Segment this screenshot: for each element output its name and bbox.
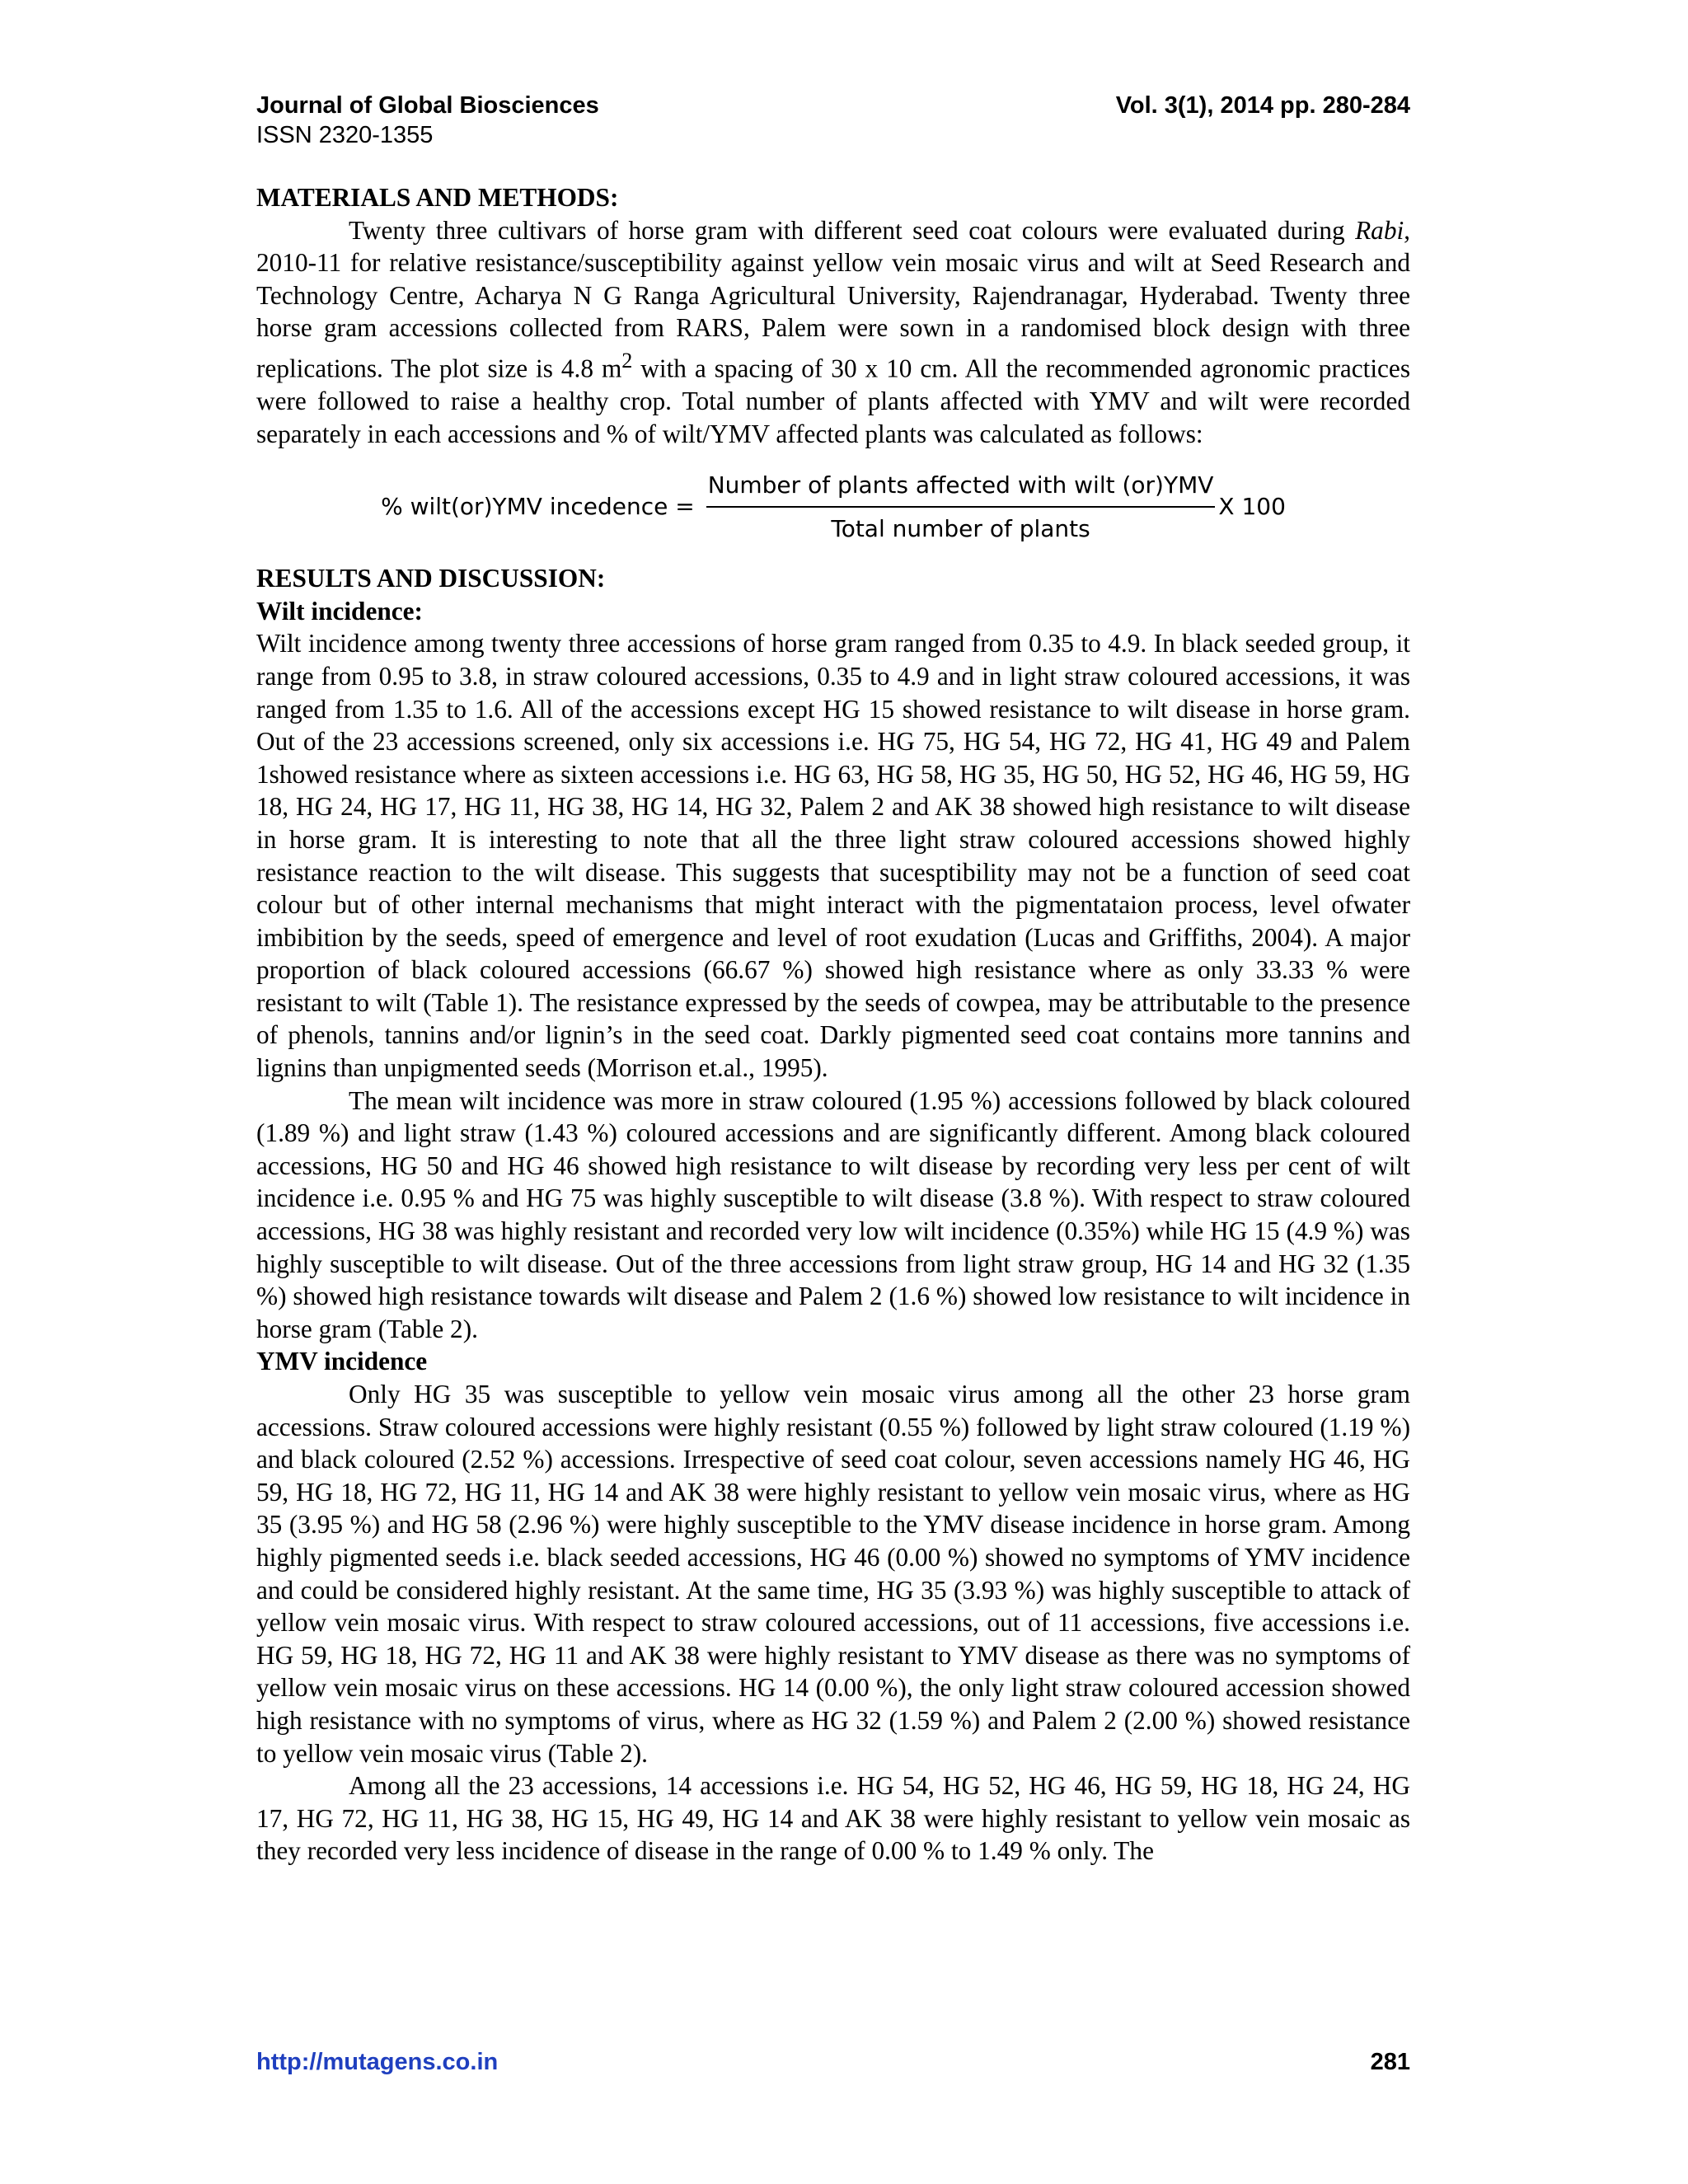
formula-multiplier: X 100	[1218, 493, 1286, 521]
results-heading: RESULTS AND DISCUSSION:	[256, 564, 606, 593]
ymv-paragraph-1: Only HG 35 was susceptible to yellow vein mosaic virus among all the other 23 horse gram accessions. Straw coloured accessions were highly resistant (0.55 %) followed by light straw coloured (1.19 %) and black coloured (2.52 %) accessions. Irrespective of seed coat colour, seven accessions namely HG 46, HG 59, HG 18, HG 72, HG 11, HG 14 and AK 38 were highly resistant to yellow vein mosaic virus, where as HG 35 (3.95 %) and HG 58 (2.96 %) were highly susceptible to the YMV disease incidence in horse gram. Among highly pigmented seeds i.e. black seeded accessions, HG 46 (0.00 %) showed no symptoms of YMV incidence and could be considered highly resistant. At the same time, HG 35 (3.93 %) was highly susceptible to attack of yellow vein mosaic virus. With respect to straw coloured accessions, out of 11 accessions, five accessions i.e. HG 59, HG 18, HG 72, HG 11 and AK 38 were highly resistant to YMV disease as there was no symptoms of yellow vein mosaic virus on these accessions. HG 14 (0.00 %), the only light straw coloured accession showed high resistance with no symptoms of virus, where as HG 32 (1.59 %) and Palem 2 (2.00 %) showed resistance to yellow vein mosaic virus (Table 2).	[256, 1380, 1410, 1768]
methods-heading: MATERIALS AND METHODS:	[256, 183, 619, 212]
formula-lhs: % wilt(or)YMV incedence =	[381, 493, 695, 521]
methods-paragraph: Twenty three cultivars of horse gram with different seed coat colours were evaluated during Rabi, 2010-11 for relative resistance/susceptibility against yellow vein mosaic virus and wilt at Seed Research and Technology Centre, Acharya N G Ranga Agricultural University, Rajendranagar, Hyderabad. Twenty three horse gram accessions collected from RARS, Palem were sown in a randomised block design with three replications. The plot size is 4.8 $m^2$ with a spacing of 30 x 10 cm. All the recommended agronomic practices were followed to raise a healthy crop. Total number of plants affected with YMV and wilt were recorded separately in each accessions and % of wilt/YMV affected plants was calculated as follows:	[256, 215, 1410, 448]
wilt-paragraph-2: The mean wilt incidence was more in straw coloured (1.95 %) accessions followed by black coloured (1.89 %) and light straw (1.43 %) coloured accessions and are significantly different. Among black coloured accessions, HG 50 and HG 46 showed high resistance to wilt disease by recording very less per cent of wilt incidence i.e. 0.95 % and HG 75 was highly susceptible to wilt disease (3.8 %). With respect to straw coloured accessions, HG 38 was highly resistant and recorded very low wilt incidence (0.35%) while HG 15 (4.9 %) was highly susceptible to wilt disease. Out of the three accessions from light straw group, HG 14 and HG 32 (1.35 %) showed high resistance towards wilt disease and Palem 2 (1.6 %) showed low resistance to wilt incidence in horse gram (Table 2).	[256, 1085, 1410, 1343]
formula-denominator: Total number of plants	[831, 515, 1090, 543]
article-body	[256, 181, 1410, 1868]
wilt-heading: Wilt incidence:	[256, 596, 423, 626]
formula-numerator: Number of plants affected with wilt (or)YMV	[706, 469, 1216, 509]
wilt-paragraph-1: Wilt incidence among twenty three accessions of horse gram ranged from 0.35 to 4.9. In black seeded group, it range from 0.95 to 3.8, in straw coloured accessions, 0.35 to 4.9 and in light straw coloured accessions, it was ranged from 1.35 to 1.6. All of the accessions except HG 15 showed resistance to wilt disease in horse gram. Out of the 23 accessions screened, only six accessions i.e. HG 75, HG 54, HG 72, HG 41, HG 49 and Palem 1showed resistance where as sixteen accessions i.e. HG 63, HG 58, HG 35, HG 50, HG 52, HG 46, HG 59, HG 18, HG 24, HG 17, HG 11, HG 38, HG 14, HG 32, Palem 2 and AK 38 showed high resistance to wilt disease in horse gram. It is interesting to note that all the three light straw coloured accessions showed highly resistance reaction to the wilt disease. This suggests that sucesptibility may not be a function of seed coat colour but of other internal mechanisms that might interact with the pigmentataion process, level ofwater imbibition by the seeds, speed of emergence and level of root exudation (Lucas and Griffiths, 2004). A major proportion of black coloured accessions (66.67 %) showed high resistance where as only 33.33 % were resistant to wilt (Table 1). The resistance expressed by the seeds of cowpea, may be attributable to the presence of phenols, tannins and/or lignin’s in the seed coat. Darkly pigmented seed coat contains more tannins and lignins than unpigmented seeds (Morrison et.al., 1995).	[256, 629, 1410, 1083]
ymv-paragraph-2: Among all the 23 accessions, 14 accessions i.e. HG 54, HG 52, HG 46, HG 59, HG 18, HG 24, HG 17, HG 72, HG 11, HG 38, HG 15, HG 49, HG 14 and AK 38 were highly resistant to yellow vein mosaic as they recorded very less incidence of disease in the range of 0.00 % to 1.49 % only. The	[256, 1771, 1410, 1866]
incidence-formula	[256, 462, 1410, 552]
superscript: 2	[621, 348, 633, 373]
page-footer	[256, 2049, 1410, 2076]
running-header	[256, 92, 1410, 120]
footer-url-link[interactable]: http://mutagens.co.in	[256, 2049, 499, 2075]
issn-line: ISSN 2320-1355	[256, 122, 434, 148]
ymv-heading: YMV incidence	[256, 1347, 428, 1376]
italic-term: Rabi,	[1355, 215, 1410, 245]
page-number: 281	[1370, 2049, 1410, 2075]
volume-info: Vol. 3(1), 2014 pp. 280-284	[1115, 92, 1410, 119]
formula-fraction	[706, 469, 1216, 546]
journal-title: Journal of Global Biosciences	[256, 92, 599, 119]
